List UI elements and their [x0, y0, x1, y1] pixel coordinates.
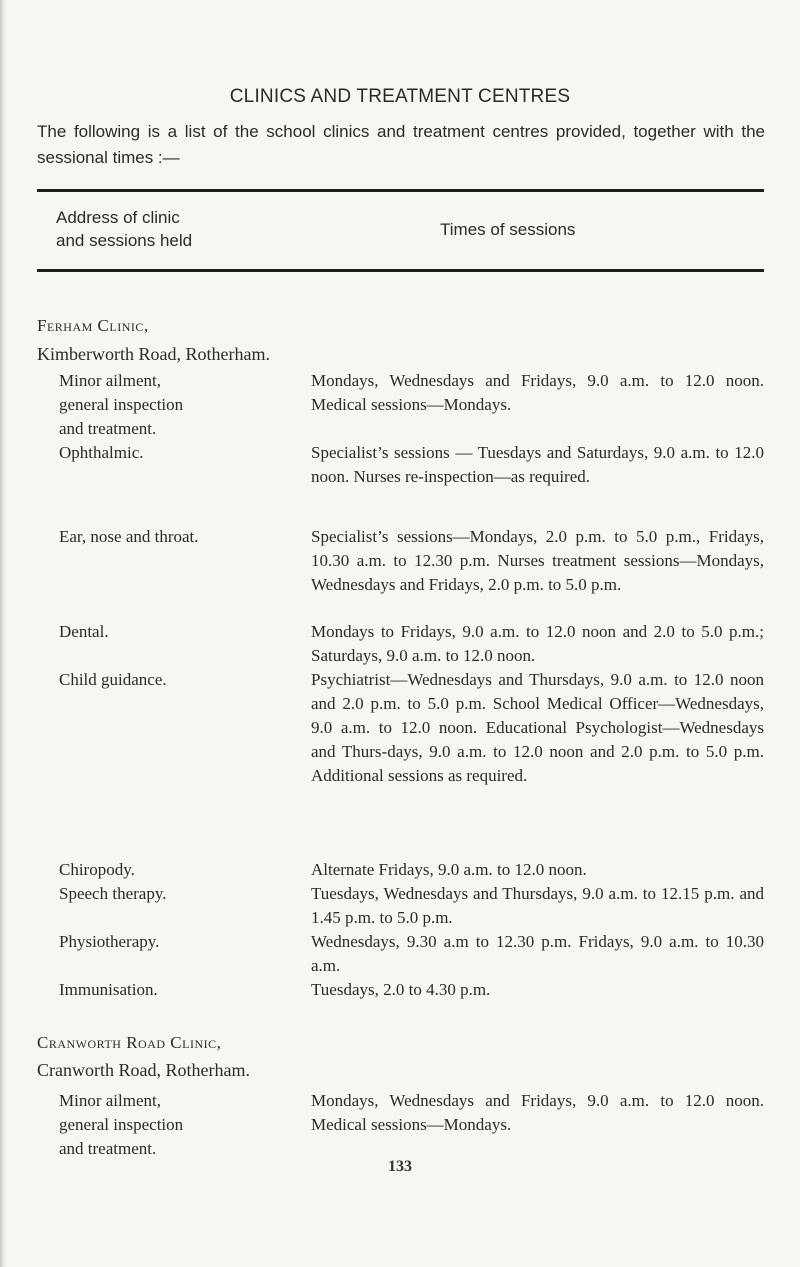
page-title: CLINICS AND TREATMENT CENTRES	[229, 86, 571, 107]
intro-paragraph: The following is a list of the school clinics and treatment centres provided, together with the sessional times :—	[37, 122, 765, 167]
table-top-rule	[37, 189, 764, 192]
session-times: Mondays, Wednesdays and Fridays, 9.0 a.m. to 12.0 noon. Medical sessions—Mondays.	[311, 371, 764, 414]
service-name: Minor ailment, general inspection and treatment.	[59, 1091, 184, 1158]
service-name: Child guidance.	[59, 670, 167, 689]
page-number: 133	[388, 1158, 412, 1175]
session-times: Mondays, Wednesdays and Fridays, 9.0 a.m. to 12.0 noon. Medical sessions—Mondays.	[311, 1091, 764, 1134]
service-name: Immunisation.	[59, 980, 158, 999]
clinic-name-ferham: Ferham Clinic,	[37, 316, 149, 335]
table-header-rule	[37, 269, 764, 272]
session-times: Tuesdays, 2.0 to 4.30 p.m.	[311, 980, 491, 999]
session-times: Mondays to Fridays, 9.0 a.m. to 12.0 noon and 2.0 to 5.0 p.m.; Saturdays, 9.0 a.m. to 12.0 noon.	[311, 622, 764, 665]
session-times: Wednesdays, 9.30 a.m to 12.30 p.m. Fridays, 9.0 a.m. to 10.30 a.m.	[311, 932, 764, 975]
service-name: Ear, nose and throat.	[59, 527, 199, 546]
clinic-name-cranworth: Cranworth Road Clinic,	[37, 1033, 222, 1052]
service-name: Dental.	[59, 622, 109, 641]
session-times: Specialist’s sessions—Mondays, 2.0 p.m. to 5.0 p.m., Fridays, 10.30 a.m. to 12.30 p.m. Nurses treatment sessions—Mondays, Wednesdays and Fridays, 2.0 p.m. to 5.0 p.m.	[311, 527, 764, 594]
clinic-address-cranworth: Cranworth Road, Rotherham.	[37, 1060, 250, 1080]
column-header-address-text: Address of clinic and sessions held	[56, 208, 193, 250]
service-name: Minor ailment, general inspection and treatment.	[59, 371, 184, 438]
clinic-address-ferham: Kimberworth Road, Rotherham.	[37, 344, 270, 364]
session-times: Specialist’s sessions — Tuesdays and Saturdays, 9.0 a.m. to 12.0 noon. Nurses re-inspection—as required.	[311, 443, 764, 486]
service-name: Physiotherapy.	[59, 932, 160, 951]
session-times: Psychiatrist—Wednesdays and Thursdays, 9.0 a.m. to 12.0 noon and 2.0 p.m. to 5.0 p.m. School Medical Officer—Wednesdays, 9.0 a.m. to 12.0 noon. Educational Psychologist—Wednesdays and Thurs-days, 9.0 a.m. to 12.0 noon and 2.0 p.m. to 5.0 p.m. Additional sessions as required.	[311, 670, 764, 785]
service-name: Speech therapy.	[59, 884, 167, 903]
page-edge	[0, 0, 7, 1267]
service-name: Chiropody.	[59, 860, 135, 879]
service-name: Ophthalmic.	[59, 443, 144, 462]
column-header-address	[56, 206, 276, 252]
column-header-times: Times of sessions	[440, 220, 576, 239]
session-times: Tuesdays, Wednesdays and Thursdays, 9.0 a.m. to 12.15 p.m. and 1.45 p.m. to 5.0 p.m.	[311, 884, 764, 927]
session-times: Alternate Fridays, 9.0 a.m. to 12.0 noon.	[311, 860, 587, 879]
